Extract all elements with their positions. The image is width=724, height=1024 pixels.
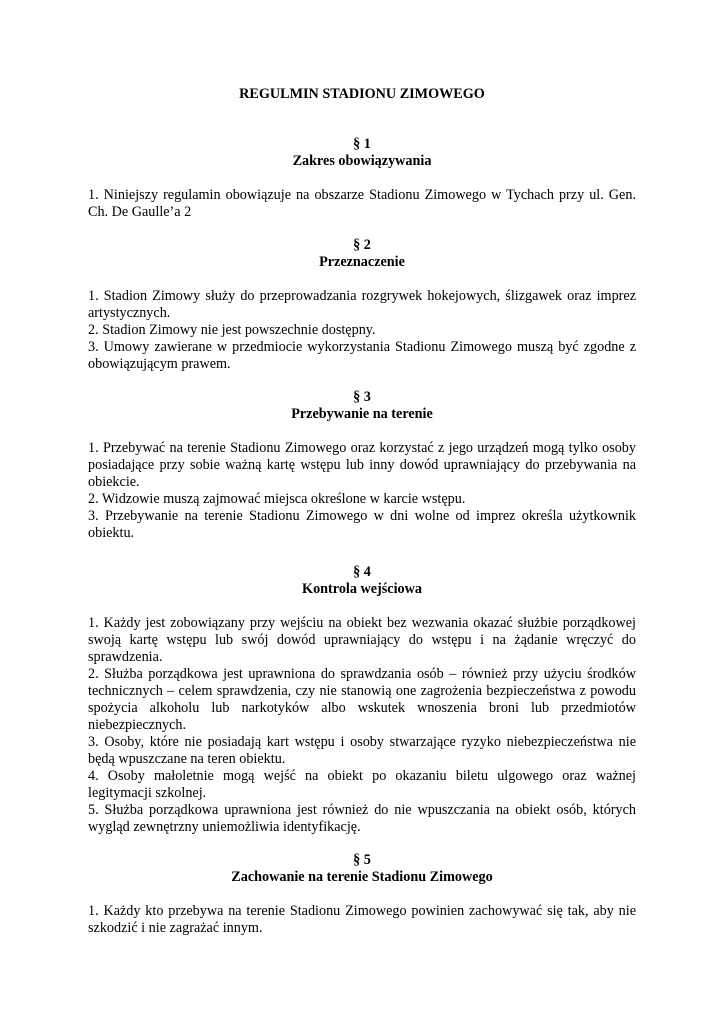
section-heading: Przebywanie na terenie <box>291 406 433 422</box>
section-header <box>88 237 636 271</box>
section-heading: Przeznaczenie <box>319 254 405 270</box>
section-2 <box>88 237 636 373</box>
section-number: § 2 <box>353 237 371 253</box>
section-body <box>88 440 636 542</box>
paragraph: 2. Widzowie muszą zajmować miejsca określone w karcie wstępu. <box>88 491 466 507</box>
section-1 <box>88 136 636 221</box>
section-heading: Zachowanie na terenie Stadionu Zimowego <box>231 869 493 885</box>
section-header <box>88 564 636 598</box>
section-body <box>88 903 636 937</box>
document-title: REGULMIN STADIONU ZIMOWEGO <box>239 86 485 102</box>
paragraph: 3. Przebywanie na terenie Stadionu Zimowego w dni wolne od imprez określa użytkownik obiektu. <box>88 508 636 541</box>
section-5 <box>88 852 636 937</box>
section-number: § 1 <box>353 136 371 152</box>
paragraph: 1. Każdy jest zobowiązany przy wejściu na obiekt bez wezwania okazać służbie porządkowej swoją kartę wstępu lub swój dowód uprawniający do wstępu i na żądanie wręczyć do sprawdzenia. <box>88 615 636 665</box>
paragraph: 3. Osoby, które nie posiadają kart wstępu i osoby stwarzające ryzyko niebezpieczeństwa nie będą wpuszczane na teren obiektu. <box>88 734 636 767</box>
paragraph: 1. Stadion Zimowy służy do przeprowadzania rozgrywek hokejowych, ślizgawek oraz imprez artystycznych. <box>88 288 636 321</box>
section-4 <box>88 564 636 836</box>
paragraph: 4. Osoby małoletnie mogą wejść na obiekt po okazaniu biletu ulgowego oraz ważnej legitymacji szkolnej. <box>88 768 636 801</box>
section-header <box>88 852 636 886</box>
section-header <box>88 389 636 423</box>
paragraph: 1. Przebywać na terenie Stadionu Zimowego oraz korzystać z jego urządzeń mogą tylko osoby posiadające przy sobie ważną kartę wstępu lub inny dowód uprawniający do przebywania na obiekcie. <box>88 440 636 490</box>
document-page <box>88 86 636 953</box>
section-body <box>88 615 636 836</box>
paragraph: 1. Niniejszy regulamin obowiązuje na obszarze Stadionu Zimowego w Tychach przy ul. Gen. Ch. De Gaulle’a 2 <box>88 187 636 220</box>
section-header <box>88 136 636 170</box>
section-body <box>88 187 636 221</box>
section-body <box>88 288 636 373</box>
section-3 <box>88 389 636 542</box>
section-heading: Kontrola wejściowa <box>302 581 422 597</box>
section-number: § 4 <box>353 564 371 580</box>
paragraph: 5. Służba porządkowa uprawniona jest również do nie wpuszczania na obiekt osób, których wygląd zewnętrzny uniemożliwia identyfikację. <box>88 802 636 835</box>
section-heading: Zakres obowiązywania <box>292 153 432 169</box>
paragraph: 1. Każdy kto przebywa na terenie Stadionu Zimowego powinien zachowywać się tak, aby nie szkodzić i nie zagrażać innym. <box>88 903 636 936</box>
paragraph: 2. Stadion Zimowy nie jest powszechnie dostępny. <box>88 322 376 338</box>
paragraph: 3. Umowy zawierane w przedmiocie wykorzystania Stadionu Zimowego muszą być zgodne z obowiązującym prawem. <box>88 339 636 372</box>
section-number: § 5 <box>353 852 371 868</box>
section-number: § 3 <box>353 389 371 405</box>
paragraph: 2. Służba porządkowa jest uprawniona do sprawdzania osób – również przy użyciu środków technicznych – celem sprawdzenia, czy nie stanowią one zagrożenia bezpieczeństwa z powodu spożycia alkoholu lub narkotyków albo wskutek wnoszenia broni lub przedmiotów niebezpiecznych. <box>88 666 636 733</box>
